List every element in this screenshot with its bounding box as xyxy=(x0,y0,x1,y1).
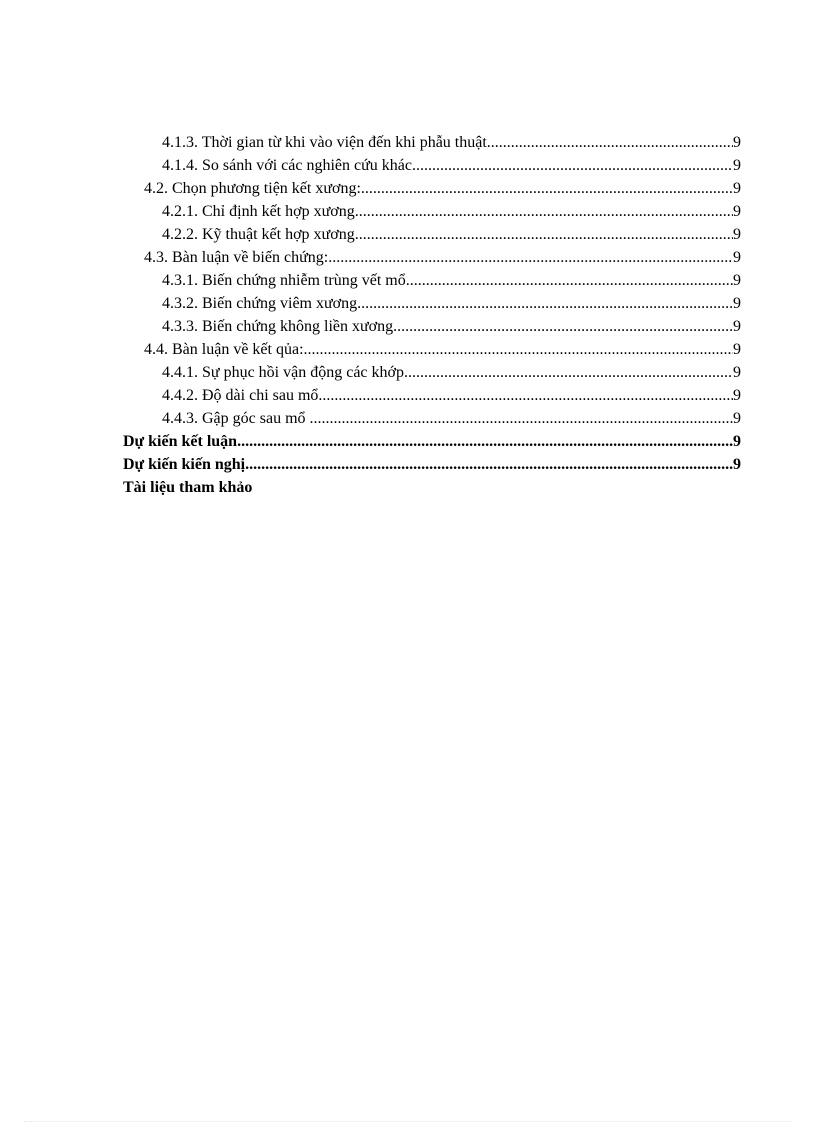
toc-dot-leader xyxy=(406,269,733,292)
toc-entry-4-1-3[interactable] xyxy=(0,131,741,154)
toc-entry-title: Dự kiến kết luận xyxy=(123,433,238,450)
toc-page-number: 9 xyxy=(733,203,741,220)
toc-entry-4-1-4[interactable] xyxy=(0,154,741,177)
toc-entry-4-4-1[interactable] xyxy=(0,361,741,384)
toc-entry-title: 4.1.3. Thời gian từ khi vào viện đến khi phẫu thuật xyxy=(162,134,487,151)
toc-dot-leader xyxy=(245,453,733,476)
toc-entry-4-4-3[interactable] xyxy=(0,407,741,430)
toc-page-number: 9 xyxy=(733,272,741,289)
toc-page-number: 9 xyxy=(733,433,741,450)
toc-entry-title: Tài liệu tham khảo xyxy=(123,479,253,496)
toc-entry-title: 4.4.1. Sự phục hồi vận động các khớp. xyxy=(162,364,408,381)
toc-entry-4-3-3[interactable] xyxy=(0,315,741,338)
toc-dot-leader xyxy=(361,292,733,315)
toc-page-number: 9 xyxy=(733,226,741,243)
toc-page-number: 9 xyxy=(733,295,741,312)
toc-entry-recommendation[interactable] xyxy=(0,453,741,476)
toc-entry-title: 4.4.2. Độ dài chi sau mổ xyxy=(162,387,319,404)
toc-entry-references[interactable] xyxy=(0,476,741,499)
toc-page-number: 9 xyxy=(733,387,741,404)
toc-page-number: 9 xyxy=(733,249,741,266)
toc-dot-leader xyxy=(314,407,733,430)
toc-page-number: 9 xyxy=(733,364,741,381)
toc-dot-leader xyxy=(397,315,733,338)
toc-entry-title: 4.3. Bàn luận về biến chứng: xyxy=(144,249,329,266)
toc-dot-leader xyxy=(359,223,733,246)
toc-entry-title: 4.4. Bàn luận về kết qủa: xyxy=(144,341,304,358)
toc-entry-title: 4.2.1. Chỉ định kết hợp xương. xyxy=(162,203,359,220)
toc-dot-leader xyxy=(318,384,733,407)
toc-entry-4-4-2[interactable] xyxy=(0,384,741,407)
toc-entry-4-3[interactable] xyxy=(0,246,741,269)
toc-dot-leader xyxy=(304,338,733,361)
toc-page-number: 9 xyxy=(733,456,741,473)
toc-dot-leader xyxy=(328,246,733,269)
toc-entry-4-2-1[interactable] xyxy=(0,200,741,223)
toc-entry-title: 4.2. Chọn phương tiện kết xương: xyxy=(144,180,361,197)
toc-entry-title: 4.1.4. So sánh với các nghiên cứu khác. xyxy=(162,157,416,174)
toc-dot-leader xyxy=(359,200,733,223)
toc-entry-title: 4.3.3. Biến chứng không liền xương. xyxy=(162,318,398,335)
toc-entry-conclusion[interactable] xyxy=(0,430,741,453)
toc-page-number: 9 xyxy=(733,410,741,427)
toc-dot-leader xyxy=(237,430,733,453)
toc-page-number: 9 xyxy=(733,134,741,151)
toc-page-number: 9 xyxy=(733,157,741,174)
toc-entry-title: 4.2.2. Kỹ thuật kết hợp xương. xyxy=(162,226,359,243)
toc-dot-leader xyxy=(361,177,733,200)
toc-dot-leader xyxy=(408,361,733,384)
table-of-contents xyxy=(0,131,816,499)
toc-entry-title: 4.3.2. Biến chứng viêm xương. xyxy=(162,295,362,312)
toc-dot-leader xyxy=(416,154,733,177)
toc-page-number: 9 xyxy=(733,180,741,197)
toc-dot-leader xyxy=(487,131,733,154)
toc-entry-title: 4.3.1. Biến chứng nhiễm trùng vết mổ xyxy=(162,272,406,289)
toc-entry-4-2[interactable] xyxy=(0,177,741,200)
toc-entry-4-3-1[interactable] xyxy=(0,269,741,292)
toc-page-number: 9 xyxy=(733,318,741,335)
toc-entry-4-2-2[interactable] xyxy=(0,223,741,246)
toc-entry-title: Dự kiến kiến nghị xyxy=(123,456,246,473)
toc-entry-4-4[interactable] xyxy=(0,338,741,361)
toc-entry-4-3-2[interactable] xyxy=(0,292,741,315)
toc-page-number: 9 xyxy=(733,341,741,358)
toc-entry-title: 4.4.3. Gập góc sau mổ . xyxy=(162,410,314,427)
